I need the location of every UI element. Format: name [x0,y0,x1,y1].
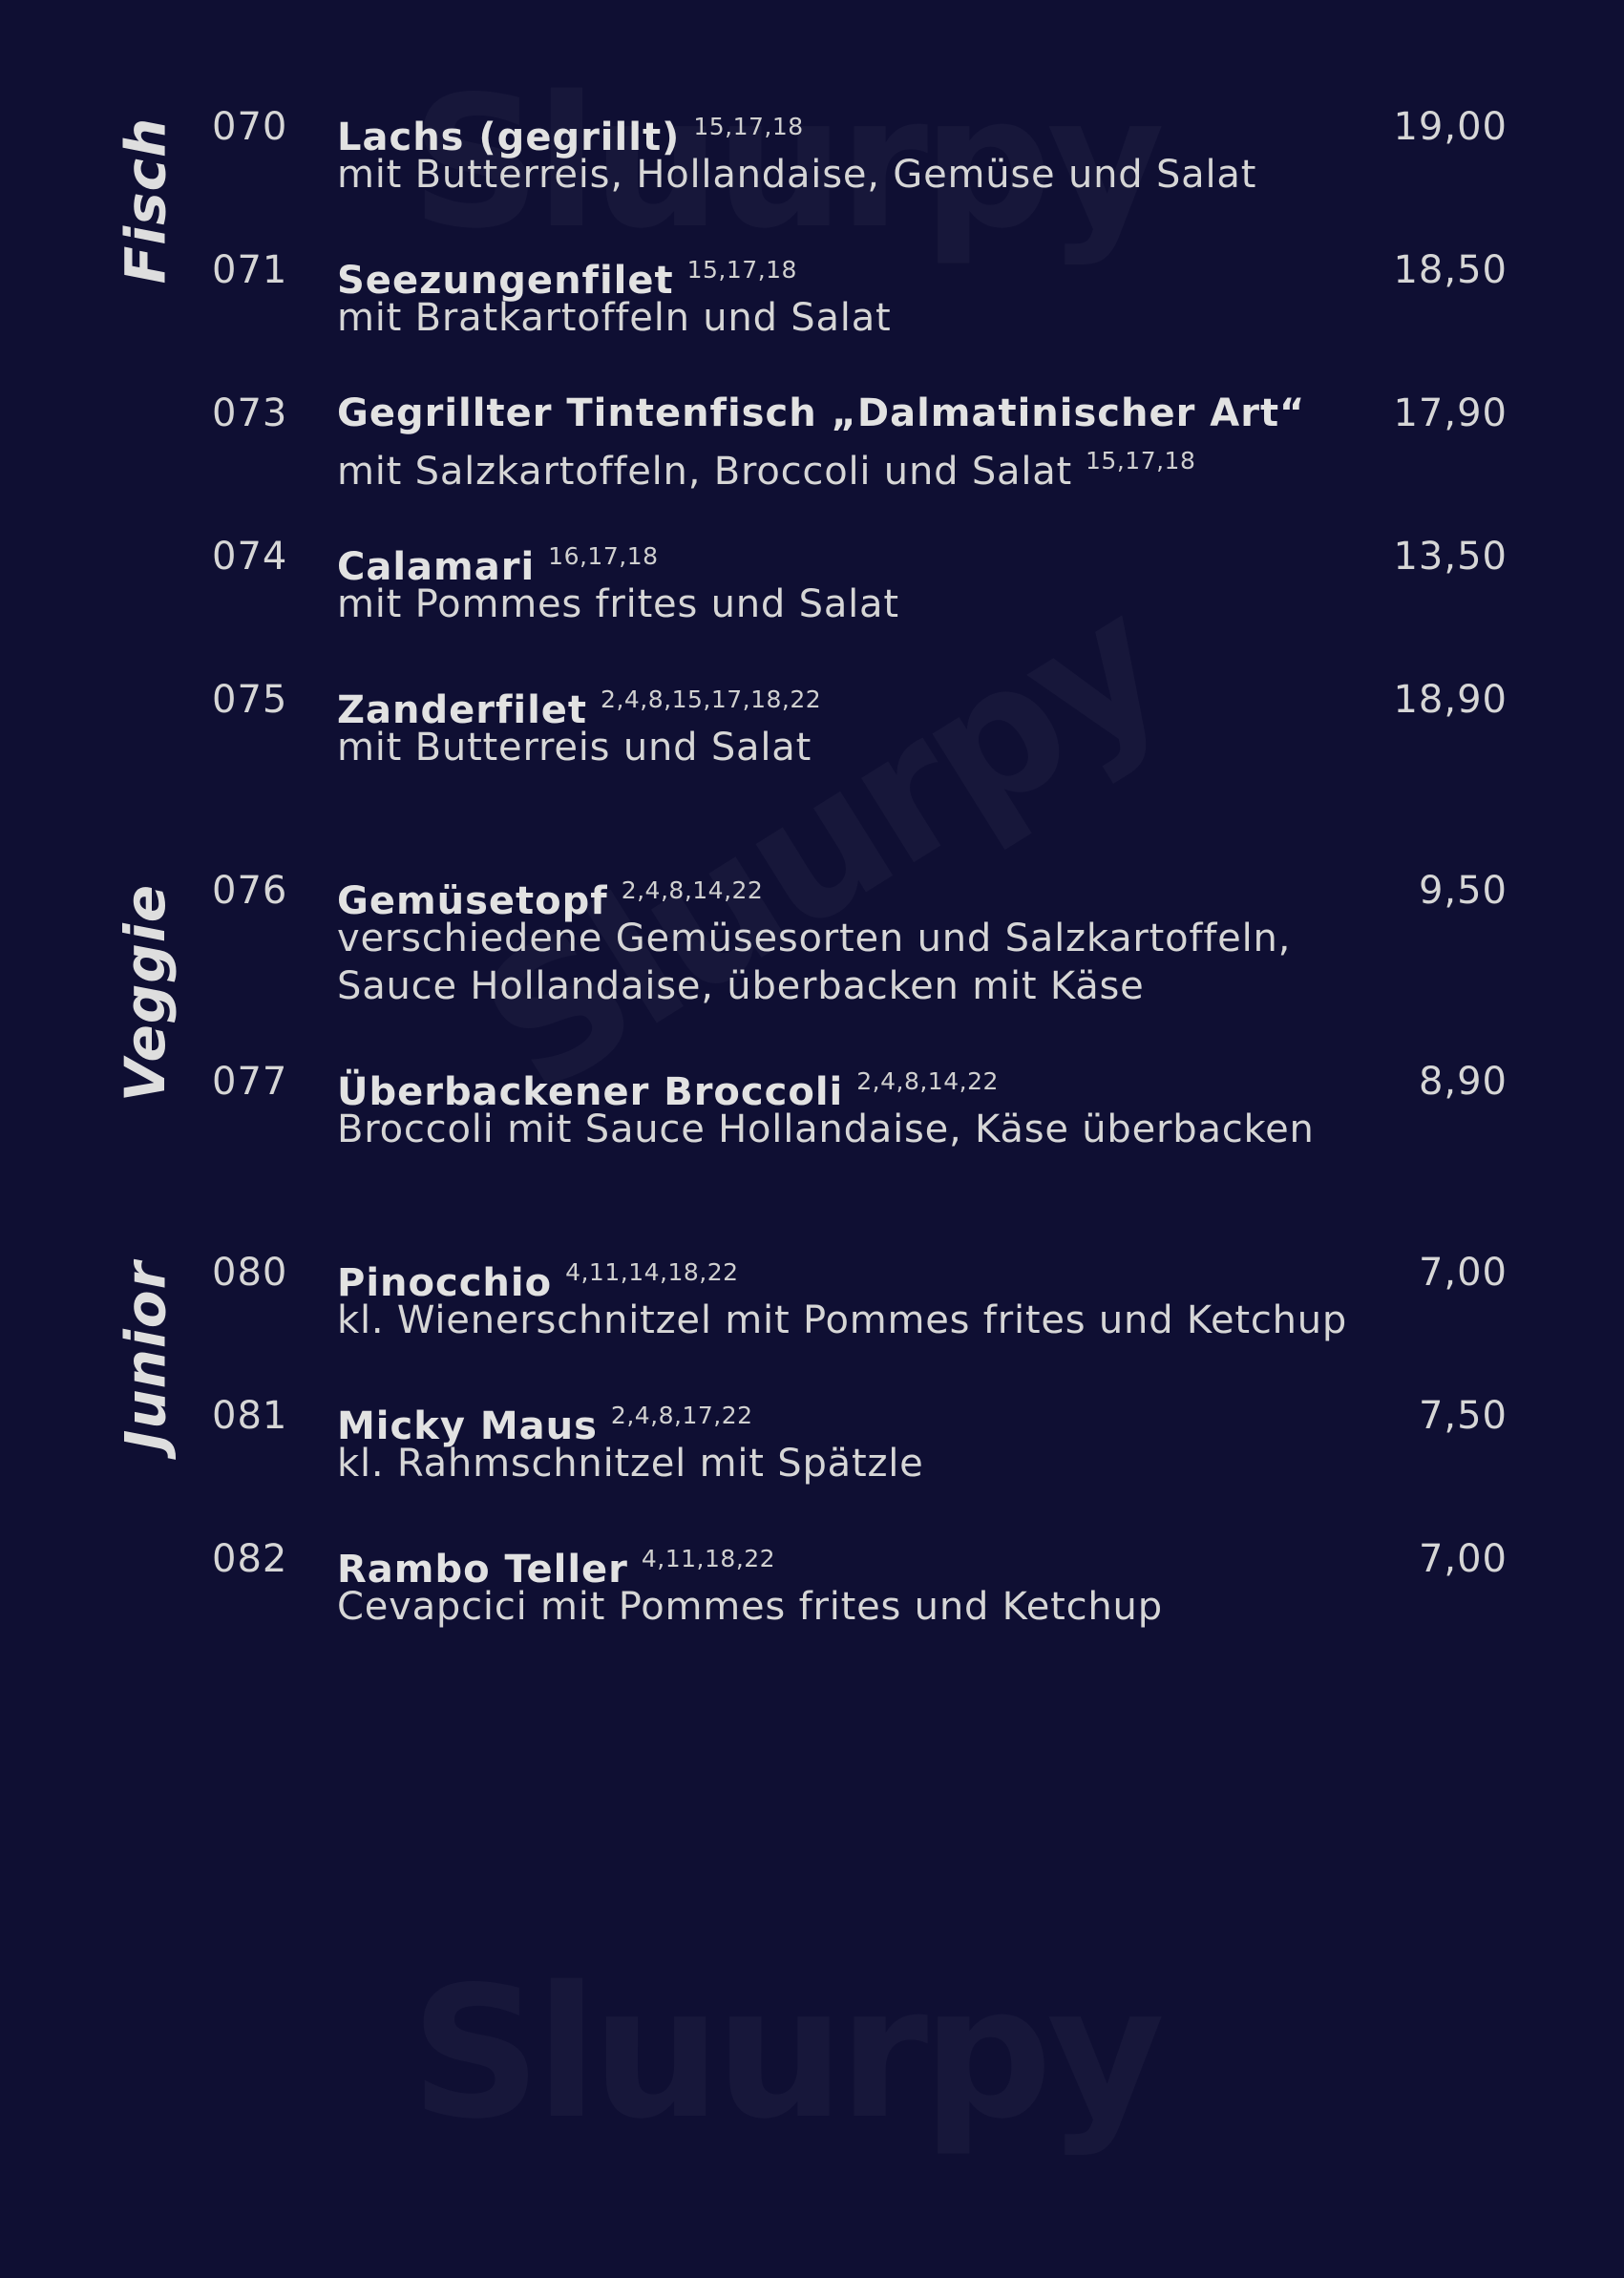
item-description: verschiedene Gemüsesorten und Salzkartoffeln, [337,917,1292,960]
item-price: 7,00 [1418,1537,1508,1581]
item-number: 076 [212,869,288,913]
item-description: kl. Wienerschnitzel mit Pommes frites und Ketchup [337,1298,1348,1342]
item-description: Broccoli mit Sauce Hollandaise, Käse überbacken [337,1107,1315,1151]
item-allergens: 15,17,18 [1086,447,1196,475]
item-price: 9,50 [1418,869,1508,913]
section-label-junior: Junior [113,1260,178,1451]
watermark-bottom [411,1948,1159,2159]
item-name: Gegrillter Tintenfisch „Dalmatinischer Art“ [337,391,1306,435]
item-name: Calamari [337,545,536,589]
item-price: 17,90 [1393,391,1508,435]
item-name: Micky Maus [337,1404,598,1448]
menu-item-081 [0,1392,1624,1497]
item-number: 075 [212,678,288,722]
item-allergens: 2,4,8,15,17,18,22 [601,686,822,713]
item-number: 082 [212,1537,288,1581]
watermark-middle [449,559,1195,1134]
item-allergens: 16,17,18 [548,542,659,570]
item-allergens: 2,4,8,17,22 [610,1402,753,1429]
item-description: mit Pommes frites und Salat [337,582,899,626]
item-allergens: 15,17,18 [686,256,797,284]
section-label-veggie: Veggie [113,883,179,1103]
item-number: 071 [212,248,288,292]
item-name: Gemüsetopf [337,879,608,923]
item-price: 8,90 [1418,1060,1508,1104]
item-allergens: 15,17,18 [693,113,804,140]
menu-item-082 [0,1535,1624,1640]
item-price: 19,00 [1393,105,1508,149]
item-description: mit Bratkartoffeln und Salat [337,296,892,340]
item-number: 080 [212,1251,288,1295]
item-price: 7,50 [1418,1394,1508,1438]
item-number: 081 [212,1394,288,1438]
menu-item-076 [0,867,1624,1020]
item-description: mit Salzkartoffeln, Broccoli und Salat [337,450,1073,494]
item-description: mit Butterreis, Hollandaise, Gemüse und Salat [337,153,1257,197]
menu-item-070 [0,103,1624,208]
item-price: 18,50 [1393,248,1508,292]
item-number: 074 [212,535,288,579]
item-name: Rambo Teller [337,1548,628,1592]
menu-item-074 [0,533,1624,638]
item-description-line-2: Sauce Hollandaise, überbacken mit Käse [337,964,1145,1008]
item-price: 18,90 [1393,678,1508,722]
item-price: 13,50 [1393,535,1508,579]
item-name: Überbackener Broccoli [337,1070,844,1114]
menu-item-071 [0,246,1624,351]
item-name: Lachs (gegrillt) [337,116,681,159]
item-allergens: 4,11,14,18,22 [565,1258,739,1286]
item-description: mit Butterreis und Salat [337,726,812,770]
item-number: 073 [212,391,288,435]
menu-item-080 [0,1249,1624,1354]
item-description: Cevapcici mit Pommes frites und Ketchup [337,1585,1163,1629]
item-name: Zanderfilet [337,688,588,732]
menu-item-077 [0,1058,1624,1163]
item-name: Seezungenfilet [337,259,674,303]
item-description: kl. Rahmschnitzel mit Spätzle [337,1442,924,1486]
menu-item-075 [0,676,1624,781]
menu-item-073 [0,390,1624,495]
item-price: 7,00 [1418,1251,1508,1295]
item-allergens: 2,4,8,14,22 [621,876,764,904]
item-allergens: 2,4,8,14,22 [856,1067,999,1095]
item-name: Pinocchio [337,1261,553,1305]
item-number: 070 [212,105,288,149]
item-allergens: 4,11,18,22 [641,1545,776,1572]
section-label-fisch: Fisch [113,116,179,285]
item-description-line [337,437,1195,496]
item-number: 077 [212,1060,288,1104]
